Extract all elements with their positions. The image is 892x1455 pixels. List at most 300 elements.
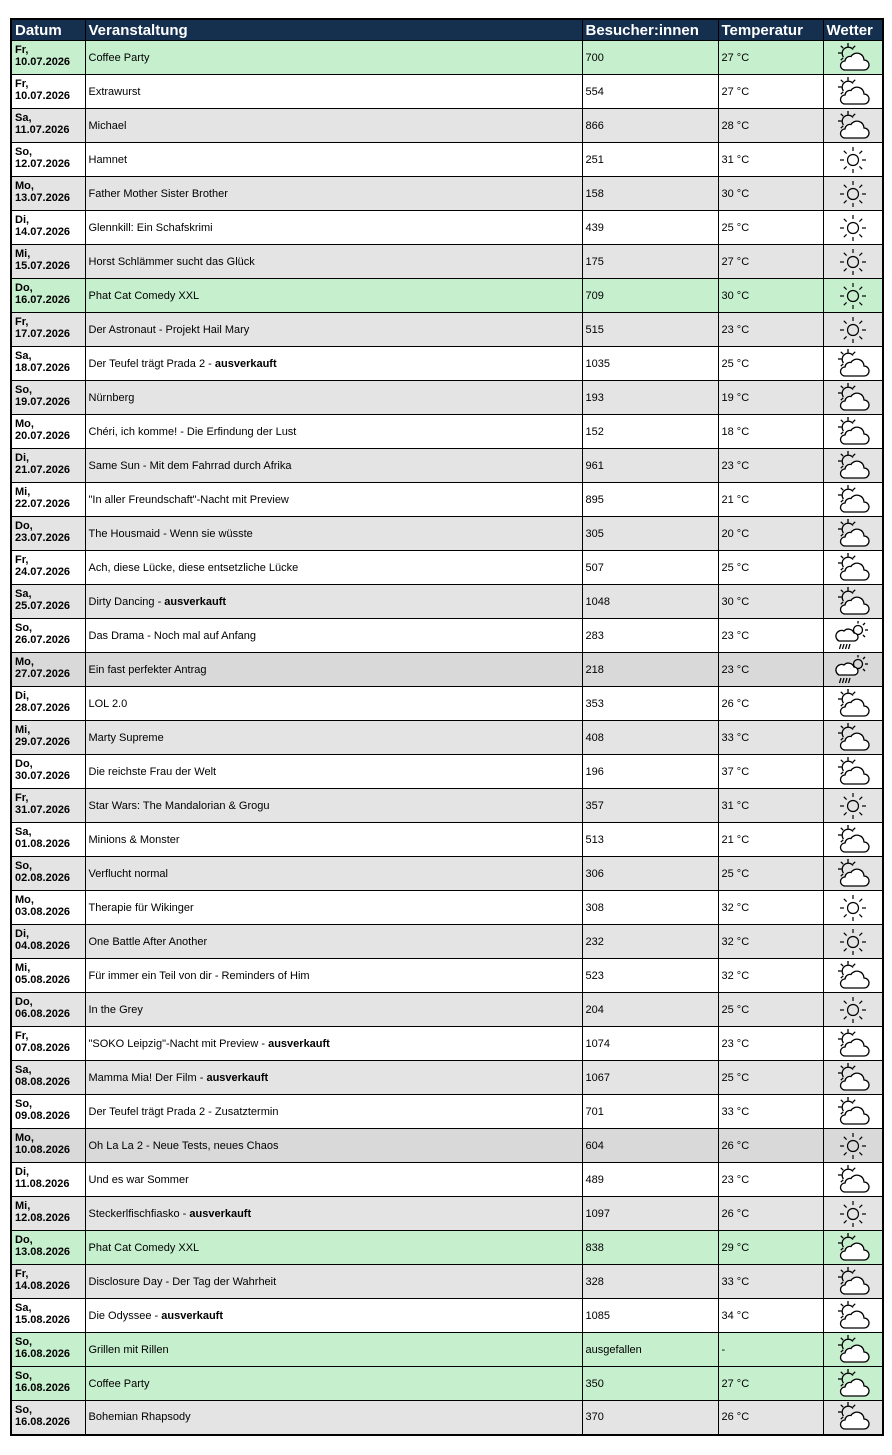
temperature-cell[interactable]: 37 °C bbox=[718, 755, 823, 789]
weather-cell[interactable] bbox=[823, 1401, 883, 1435]
header-temperature[interactable]: Temperatur bbox=[718, 19, 823, 41]
date-cell[interactable] bbox=[11, 585, 85, 619]
event-cell[interactable] bbox=[85, 585, 582, 619]
sun-icon bbox=[824, 179, 883, 209]
table-row bbox=[11, 347, 883, 381]
event-cell[interactable] bbox=[85, 109, 582, 143]
event-title: Same Sun - Mit dem Fahrrad durch Afrika bbox=[88, 459, 292, 472]
date-cell[interactable] bbox=[11, 1401, 85, 1435]
visitors-cell[interactable]: 1074 bbox=[582, 1027, 718, 1061]
date-cell[interactable] bbox=[11, 211, 85, 245]
temperature-cell[interactable]: 23 °C bbox=[718, 1027, 823, 1061]
sun-icon bbox=[824, 213, 883, 243]
event-cell[interactable] bbox=[85, 41, 582, 75]
temperature-cell[interactable]: 26 °C bbox=[718, 687, 823, 721]
date-cell[interactable] bbox=[11, 415, 85, 449]
partly-cloudy-icon bbox=[824, 1300, 883, 1332]
date: 12.08.2026 bbox=[15, 1212, 71, 1224]
weather-cell[interactable] bbox=[823, 1129, 883, 1163]
temperature-cell[interactable]: 25 °C bbox=[718, 347, 823, 381]
weather-cell[interactable] bbox=[823, 1367, 883, 1401]
date-cell[interactable] bbox=[11, 993, 85, 1027]
weather-cell[interactable] bbox=[823, 1061, 883, 1095]
weekday: Mi, bbox=[15, 486, 31, 498]
weekday: Sa, bbox=[15, 588, 32, 600]
event-cell[interactable] bbox=[85, 415, 582, 449]
partly-cloudy-icon bbox=[824, 76, 883, 108]
temperature-cell[interactable]: 25 °C bbox=[718, 1061, 823, 1095]
event-cell[interactable] bbox=[85, 857, 582, 891]
temperature-cell[interactable]: 25 °C bbox=[718, 211, 823, 245]
event-cell[interactable] bbox=[85, 347, 582, 381]
temperature-cell[interactable]: 33 °C bbox=[718, 721, 823, 755]
sun-icon bbox=[824, 145, 883, 175]
event-title: Therapie für Wikinger bbox=[88, 901, 194, 914]
visitors-cell[interactable]: 515 bbox=[582, 313, 718, 347]
date-cell[interactable] bbox=[11, 41, 85, 75]
sold-out-label: ausverkauft bbox=[161, 1309, 224, 1322]
event-title: Phat Cat Comedy XXL bbox=[88, 289, 200, 302]
table-row bbox=[11, 585, 883, 619]
weather-cell[interactable] bbox=[823, 721, 883, 755]
temperature-cell[interactable]: 20 °C bbox=[718, 517, 823, 551]
visitors-cell[interactable]: 523 bbox=[582, 959, 718, 993]
visitors-cell[interactable]: 408 bbox=[582, 721, 718, 755]
visitors-cell[interactable]: 152 bbox=[582, 415, 718, 449]
temperature-cell[interactable]: 18 °C bbox=[718, 415, 823, 449]
event-cell[interactable] bbox=[85, 551, 582, 585]
date-cell[interactable] bbox=[11, 1367, 85, 1401]
event-cell[interactable] bbox=[85, 143, 582, 177]
event-cell[interactable] bbox=[85, 993, 582, 1027]
event-cell[interactable] bbox=[85, 1129, 582, 1163]
visitors-cell[interactable]: 353 bbox=[582, 687, 718, 721]
visitors-cell[interactable]: 308 bbox=[582, 891, 718, 925]
weather-cell[interactable] bbox=[823, 857, 883, 891]
weather-cell[interactable] bbox=[823, 381, 883, 415]
table-row bbox=[11, 1299, 883, 1333]
date-cell[interactable] bbox=[11, 1299, 85, 1333]
temperature-cell[interactable]: 31 °C bbox=[718, 789, 823, 823]
partly-cloudy-icon bbox=[824, 824, 883, 856]
date-cell[interactable] bbox=[11, 1027, 85, 1061]
event-cell[interactable] bbox=[85, 755, 582, 789]
weather-cell[interactable] bbox=[823, 1095, 883, 1129]
visitors-cell[interactable]: 283 bbox=[582, 619, 718, 653]
event-cell[interactable] bbox=[85, 1367, 582, 1401]
event-cell[interactable] bbox=[85, 449, 582, 483]
event-cell[interactable] bbox=[85, 1231, 582, 1265]
date-cell[interactable] bbox=[11, 1129, 85, 1163]
date-cell[interactable] bbox=[11, 959, 85, 993]
weather-cell[interactable] bbox=[823, 177, 883, 211]
date-cell[interactable] bbox=[11, 1197, 85, 1231]
event-title: Coffee Party bbox=[88, 1377, 150, 1390]
weather-cell[interactable] bbox=[823, 993, 883, 1027]
weekday: So, bbox=[15, 1370, 33, 1382]
weather-cell[interactable] bbox=[823, 959, 883, 993]
visitors-cell[interactable]: 1035 bbox=[582, 347, 718, 381]
partly-cloudy-icon bbox=[824, 1266, 883, 1298]
date-cell[interactable] bbox=[11, 279, 85, 313]
partly-cloudy-icon bbox=[824, 1334, 883, 1366]
date-cell[interactable] bbox=[11, 687, 85, 721]
temperature-cell[interactable]: 32 °C bbox=[718, 925, 823, 959]
temperature-cell[interactable]: 26 °C bbox=[718, 1197, 823, 1231]
event-title: Glennkill: Ein Schafskrimi bbox=[88, 221, 213, 234]
event-title: Ein fast perfekter Antrag bbox=[88, 663, 207, 676]
event-cell[interactable] bbox=[85, 1163, 582, 1197]
temperature-cell[interactable]: 33 °C bbox=[718, 1095, 823, 1129]
weather-cell[interactable] bbox=[823, 245, 883, 279]
date-cell[interactable] bbox=[11, 1265, 85, 1299]
date-cell[interactable] bbox=[11, 1163, 85, 1197]
event-title: Der Teufel trägt Prada 2 - Zusatztermin bbox=[88, 1105, 279, 1118]
weather-cell[interactable] bbox=[823, 41, 883, 75]
event-cell[interactable] bbox=[85, 1299, 582, 1333]
temperature-cell[interactable]: 31 °C bbox=[718, 143, 823, 177]
visitors-cell[interactable]: 305 bbox=[582, 517, 718, 551]
table-row bbox=[11, 1401, 883, 1435]
event-cell[interactable] bbox=[85, 1265, 582, 1299]
event-cell[interactable] bbox=[85, 1197, 582, 1231]
temperature-cell[interactable]: 32 °C bbox=[718, 891, 823, 925]
visitors-cell[interactable]: 709 bbox=[582, 279, 718, 313]
table-row bbox=[11, 1129, 883, 1163]
date: 06.08.2026 bbox=[15, 1008, 71, 1020]
date: 17.07.2026 bbox=[15, 328, 71, 340]
weather-cell[interactable] bbox=[823, 109, 883, 143]
temperature-cell[interactable]: 29 °C bbox=[718, 1231, 823, 1265]
visitors-cell[interactable]: 1085 bbox=[582, 1299, 718, 1333]
temperature-cell[interactable]: 27 °C bbox=[718, 245, 823, 279]
table-row bbox=[11, 619, 883, 653]
visitors-cell[interactable]: 350 bbox=[582, 1367, 718, 1401]
temperature-cell[interactable]: 23 °C bbox=[718, 619, 823, 653]
date-cell[interactable] bbox=[11, 347, 85, 381]
visitors-cell[interactable]: 370 bbox=[582, 1401, 718, 1435]
visitors-cell[interactable]: ausgefallen bbox=[582, 1333, 718, 1367]
visitors-cell[interactable]: 700 bbox=[582, 41, 718, 75]
event-cell[interactable] bbox=[85, 1027, 582, 1061]
weekday: Do, bbox=[15, 996, 33, 1008]
visitors-cell[interactable]: 357 bbox=[582, 789, 718, 823]
event-cell[interactable] bbox=[85, 1333, 582, 1367]
date-cell[interactable] bbox=[11, 75, 85, 109]
weather-cell[interactable] bbox=[823, 789, 883, 823]
temperature-cell[interactable]: 19 °C bbox=[718, 381, 823, 415]
visitors-cell[interactable]: 604 bbox=[582, 1129, 718, 1163]
weather-cell[interactable] bbox=[823, 823, 883, 857]
visitors-cell[interactable]: 961 bbox=[582, 449, 718, 483]
date-cell[interactable] bbox=[11, 483, 85, 517]
temperature-cell[interactable]: 30 °C bbox=[718, 279, 823, 313]
visitors-cell[interactable]: 193 bbox=[582, 381, 718, 415]
date-cell[interactable] bbox=[11, 517, 85, 551]
visitors-cell[interactable]: 306 bbox=[582, 857, 718, 891]
sun-icon bbox=[824, 927, 883, 957]
weekday: Mo, bbox=[15, 894, 34, 906]
header-visitors[interactable]: Besucher:innen bbox=[582, 19, 718, 41]
temperature-cell[interactable]: 23 °C bbox=[718, 313, 823, 347]
event-title: Star Wars: The Mandalorian & Grogu bbox=[88, 799, 270, 812]
date-cell[interactable] bbox=[11, 721, 85, 755]
visitors-cell[interactable]: 701 bbox=[582, 1095, 718, 1129]
visitors-cell[interactable]: 251 bbox=[582, 143, 718, 177]
weather-cell[interactable] bbox=[823, 517, 883, 551]
weather-cell[interactable] bbox=[823, 211, 883, 245]
visitors-cell[interactable]: 1097 bbox=[582, 1197, 718, 1231]
weekday: So, bbox=[15, 1404, 33, 1416]
date-cell[interactable] bbox=[11, 1061, 85, 1095]
temperature-cell[interactable]: 25 °C bbox=[718, 857, 823, 891]
header-weather[interactable]: Wetter bbox=[823, 19, 883, 41]
temperature-cell[interactable]: 25 °C bbox=[718, 993, 823, 1027]
weekday: Mi, bbox=[15, 962, 31, 974]
weather-cell[interactable] bbox=[823, 1163, 883, 1197]
weather-cell[interactable] bbox=[823, 1027, 883, 1061]
date-cell[interactable] bbox=[11, 755, 85, 789]
event-cell[interactable] bbox=[85, 687, 582, 721]
visitors-cell[interactable]: 838 bbox=[582, 1231, 718, 1265]
temperature-cell[interactable]: 21 °C bbox=[718, 823, 823, 857]
table-row bbox=[11, 1027, 883, 1061]
table-row bbox=[11, 1095, 883, 1129]
visitors-cell[interactable]: 1067 bbox=[582, 1061, 718, 1095]
date-cell[interactable] bbox=[11, 449, 85, 483]
date-cell[interactable] bbox=[11, 619, 85, 653]
temperature-cell[interactable]: 26 °C bbox=[718, 1401, 823, 1435]
date: 08.08.2026 bbox=[15, 1076, 71, 1088]
table-row bbox=[11, 755, 883, 789]
event-cell[interactable] bbox=[85, 1061, 582, 1095]
visitors-cell[interactable]: 158 bbox=[582, 177, 718, 211]
event-cell[interactable] bbox=[85, 517, 582, 551]
weather-cell[interactable] bbox=[823, 619, 883, 653]
weather-cell[interactable] bbox=[823, 687, 883, 721]
weather-cell[interactable] bbox=[823, 925, 883, 959]
weather-cell[interactable] bbox=[823, 755, 883, 789]
partly-cloudy-icon bbox=[824, 1096, 883, 1128]
date: 13.08.2026 bbox=[15, 1246, 71, 1258]
event-title: Die reichste Frau der Welt bbox=[88, 765, 217, 778]
sold-out-label: ausverkauft bbox=[214, 357, 277, 370]
visitors-cell[interactable]: 513 bbox=[582, 823, 718, 857]
date-cell[interactable] bbox=[11, 109, 85, 143]
event-cell[interactable] bbox=[85, 925, 582, 959]
weather-cell[interactable] bbox=[823, 483, 883, 517]
date-cell[interactable] bbox=[11, 857, 85, 891]
weather-cell[interactable] bbox=[823, 551, 883, 585]
partly-cloudy-icon bbox=[824, 1401, 883, 1433]
temperature-cell[interactable]: 27 °C bbox=[718, 75, 823, 109]
date-cell[interactable] bbox=[11, 891, 85, 925]
visitors-cell[interactable]: 489 bbox=[582, 1163, 718, 1197]
temperature-cell[interactable]: 33 °C bbox=[718, 1265, 823, 1299]
visitors-cell[interactable]: 328 bbox=[582, 1265, 718, 1299]
weather-cell[interactable] bbox=[823, 1299, 883, 1333]
temperature-cell[interactable]: 32 °C bbox=[718, 959, 823, 993]
event-title: One Battle After Another bbox=[88, 935, 208, 948]
event-cell[interactable] bbox=[85, 177, 582, 211]
weather-cell[interactable] bbox=[823, 143, 883, 177]
weekday: Do, bbox=[15, 758, 33, 770]
date: 04.08.2026 bbox=[15, 940, 71, 952]
event-title: Steckerlfischfiasko - bbox=[88, 1207, 190, 1220]
visitors-cell[interactable]: 175 bbox=[582, 245, 718, 279]
weekday: Sa, bbox=[15, 1064, 32, 1076]
weather-cell[interactable] bbox=[823, 313, 883, 347]
visitors-cell[interactable]: 1048 bbox=[582, 585, 718, 619]
weekday: So, bbox=[15, 622, 33, 634]
event-cell[interactable] bbox=[85, 619, 582, 653]
event-cell[interactable] bbox=[85, 789, 582, 823]
header-date[interactable]: Datum bbox=[11, 19, 85, 41]
event-cell[interactable] bbox=[85, 959, 582, 993]
visitors-cell[interactable]: 507 bbox=[582, 551, 718, 585]
visitors-cell[interactable]: 204 bbox=[582, 993, 718, 1027]
date-cell[interactable] bbox=[11, 177, 85, 211]
weather-cell[interactable] bbox=[823, 75, 883, 109]
temperature-cell[interactable]: 28 °C bbox=[718, 109, 823, 143]
date-cell[interactable] bbox=[11, 1333, 85, 1367]
date: 26.07.2026 bbox=[15, 634, 71, 646]
date: 19.07.2026 bbox=[15, 396, 71, 408]
weather-cell[interactable] bbox=[823, 1265, 883, 1299]
event-cell[interactable] bbox=[85, 211, 582, 245]
partly-cloudy-icon bbox=[824, 960, 883, 992]
temperature-cell[interactable]: 27 °C bbox=[718, 1367, 823, 1401]
partly-cloudy-icon bbox=[824, 586, 883, 618]
weekday: So, bbox=[15, 1336, 33, 1348]
temperature-cell[interactable]: 30 °C bbox=[718, 585, 823, 619]
visitors-cell[interactable]: 232 bbox=[582, 925, 718, 959]
weather-cell[interactable] bbox=[823, 1333, 883, 1367]
date-cell[interactable] bbox=[11, 143, 85, 177]
sun-icon bbox=[824, 893, 883, 923]
event-cell[interactable] bbox=[85, 823, 582, 857]
event-cell[interactable] bbox=[85, 279, 582, 313]
visitors-cell[interactable]: 218 bbox=[582, 653, 718, 687]
table-row bbox=[11, 449, 883, 483]
event-title: Der Teufel trägt Prada 2 - bbox=[88, 357, 215, 370]
table-row bbox=[11, 41, 883, 75]
temperature-cell[interactable]: 23 °C bbox=[718, 653, 823, 687]
weather-cell[interactable] bbox=[823, 653, 883, 687]
temperature-cell[interactable]: 30 °C bbox=[718, 177, 823, 211]
temperature-cell[interactable]: 34 °C bbox=[718, 1299, 823, 1333]
event-cell[interactable] bbox=[85, 313, 582, 347]
event-cell[interactable] bbox=[85, 483, 582, 517]
table-row bbox=[11, 1265, 883, 1299]
visitors-cell[interactable]: 895 bbox=[582, 483, 718, 517]
header-row bbox=[11, 19, 883, 41]
table-row bbox=[11, 1163, 883, 1197]
date: 01.08.2026 bbox=[15, 838, 71, 850]
temperature-cell[interactable]: 21 °C bbox=[718, 483, 823, 517]
event-title: "SOKO Leipzig"-Nacht mit Preview - bbox=[88, 1037, 269, 1050]
weekday: Di, bbox=[15, 452, 30, 464]
weekday: Fr, bbox=[15, 1030, 29, 1042]
weather-cell[interactable] bbox=[823, 449, 883, 483]
date-cell[interactable] bbox=[11, 551, 85, 585]
date: 12.07.2026 bbox=[15, 158, 71, 170]
temperature-cell[interactable]: 26 °C bbox=[718, 1129, 823, 1163]
event-cell[interactable] bbox=[85, 381, 582, 415]
temperature-cell[interactable]: - bbox=[718, 1333, 823, 1367]
weekday: Fr, bbox=[15, 792, 29, 804]
table-row bbox=[11, 245, 883, 279]
date-cell[interactable] bbox=[11, 1231, 85, 1265]
partly-cloudy-icon bbox=[824, 348, 883, 380]
event-cell[interactable] bbox=[85, 721, 582, 755]
partly-cloudy-icon bbox=[824, 1368, 883, 1400]
visitors-cell[interactable]: 554 bbox=[582, 75, 718, 109]
weekday: So, bbox=[15, 1098, 33, 1110]
weather-cell[interactable] bbox=[823, 279, 883, 313]
event-cell[interactable] bbox=[85, 1095, 582, 1129]
event-cell[interactable] bbox=[85, 1401, 582, 1435]
partly-cloudy-icon bbox=[824, 1062, 883, 1094]
event-title: Die Odyssee - bbox=[88, 1309, 162, 1322]
event-cell[interactable] bbox=[85, 75, 582, 109]
event-cell[interactable] bbox=[85, 245, 582, 279]
table-row bbox=[11, 721, 883, 755]
sold-out-label: ausverkauft bbox=[189, 1207, 252, 1220]
event-title: Minions & Monster bbox=[88, 833, 180, 846]
weekday: Sa, bbox=[15, 1302, 32, 1314]
visitors-cell[interactable]: 196 bbox=[582, 755, 718, 789]
weekday: Do, bbox=[15, 1234, 33, 1246]
weather-cell[interactable] bbox=[823, 415, 883, 449]
date: 18.07.2026 bbox=[15, 362, 71, 374]
date-cell[interactable] bbox=[11, 789, 85, 823]
date-cell[interactable] bbox=[11, 1095, 85, 1129]
weather-cell[interactable] bbox=[823, 347, 883, 381]
date: 14.08.2026 bbox=[15, 1280, 71, 1292]
temperature-cell[interactable]: 25 °C bbox=[718, 551, 823, 585]
event-title: Chéri, ich komme! - Die Erfindung der Lust bbox=[88, 425, 297, 438]
temperature-cell[interactable]: 23 °C bbox=[718, 449, 823, 483]
date: 16.08.2026 bbox=[15, 1382, 71, 1394]
header-event[interactable]: Veranstaltung bbox=[85, 19, 582, 41]
visitors-cell[interactable]: 866 bbox=[582, 109, 718, 143]
date-cell[interactable] bbox=[11, 313, 85, 347]
partly-cloudy-icon bbox=[824, 552, 883, 584]
event-cell[interactable] bbox=[85, 891, 582, 925]
date: 02.08.2026 bbox=[15, 872, 71, 884]
table-row bbox=[11, 1367, 883, 1401]
date-cell[interactable] bbox=[11, 381, 85, 415]
weather-cell[interactable] bbox=[823, 1197, 883, 1231]
temperature-cell[interactable]: 27 °C bbox=[718, 41, 823, 75]
visitors-cell[interactable]: 439 bbox=[582, 211, 718, 245]
date-cell[interactable] bbox=[11, 653, 85, 687]
event-title: Phat Cat Comedy XXL bbox=[88, 1241, 200, 1254]
table-row bbox=[11, 891, 883, 925]
temperature-cell[interactable]: 23 °C bbox=[718, 1163, 823, 1197]
weekday: Di, bbox=[15, 928, 30, 940]
partly-cloudy-icon bbox=[824, 858, 883, 890]
weather-cell[interactable] bbox=[823, 585, 883, 619]
event-cell[interactable] bbox=[85, 653, 582, 687]
table-row bbox=[11, 1197, 883, 1231]
date-cell[interactable] bbox=[11, 925, 85, 959]
weather-cell[interactable] bbox=[823, 1231, 883, 1265]
weather-cell[interactable] bbox=[823, 891, 883, 925]
date-cell[interactable] bbox=[11, 823, 85, 857]
date-cell[interactable] bbox=[11, 245, 85, 279]
